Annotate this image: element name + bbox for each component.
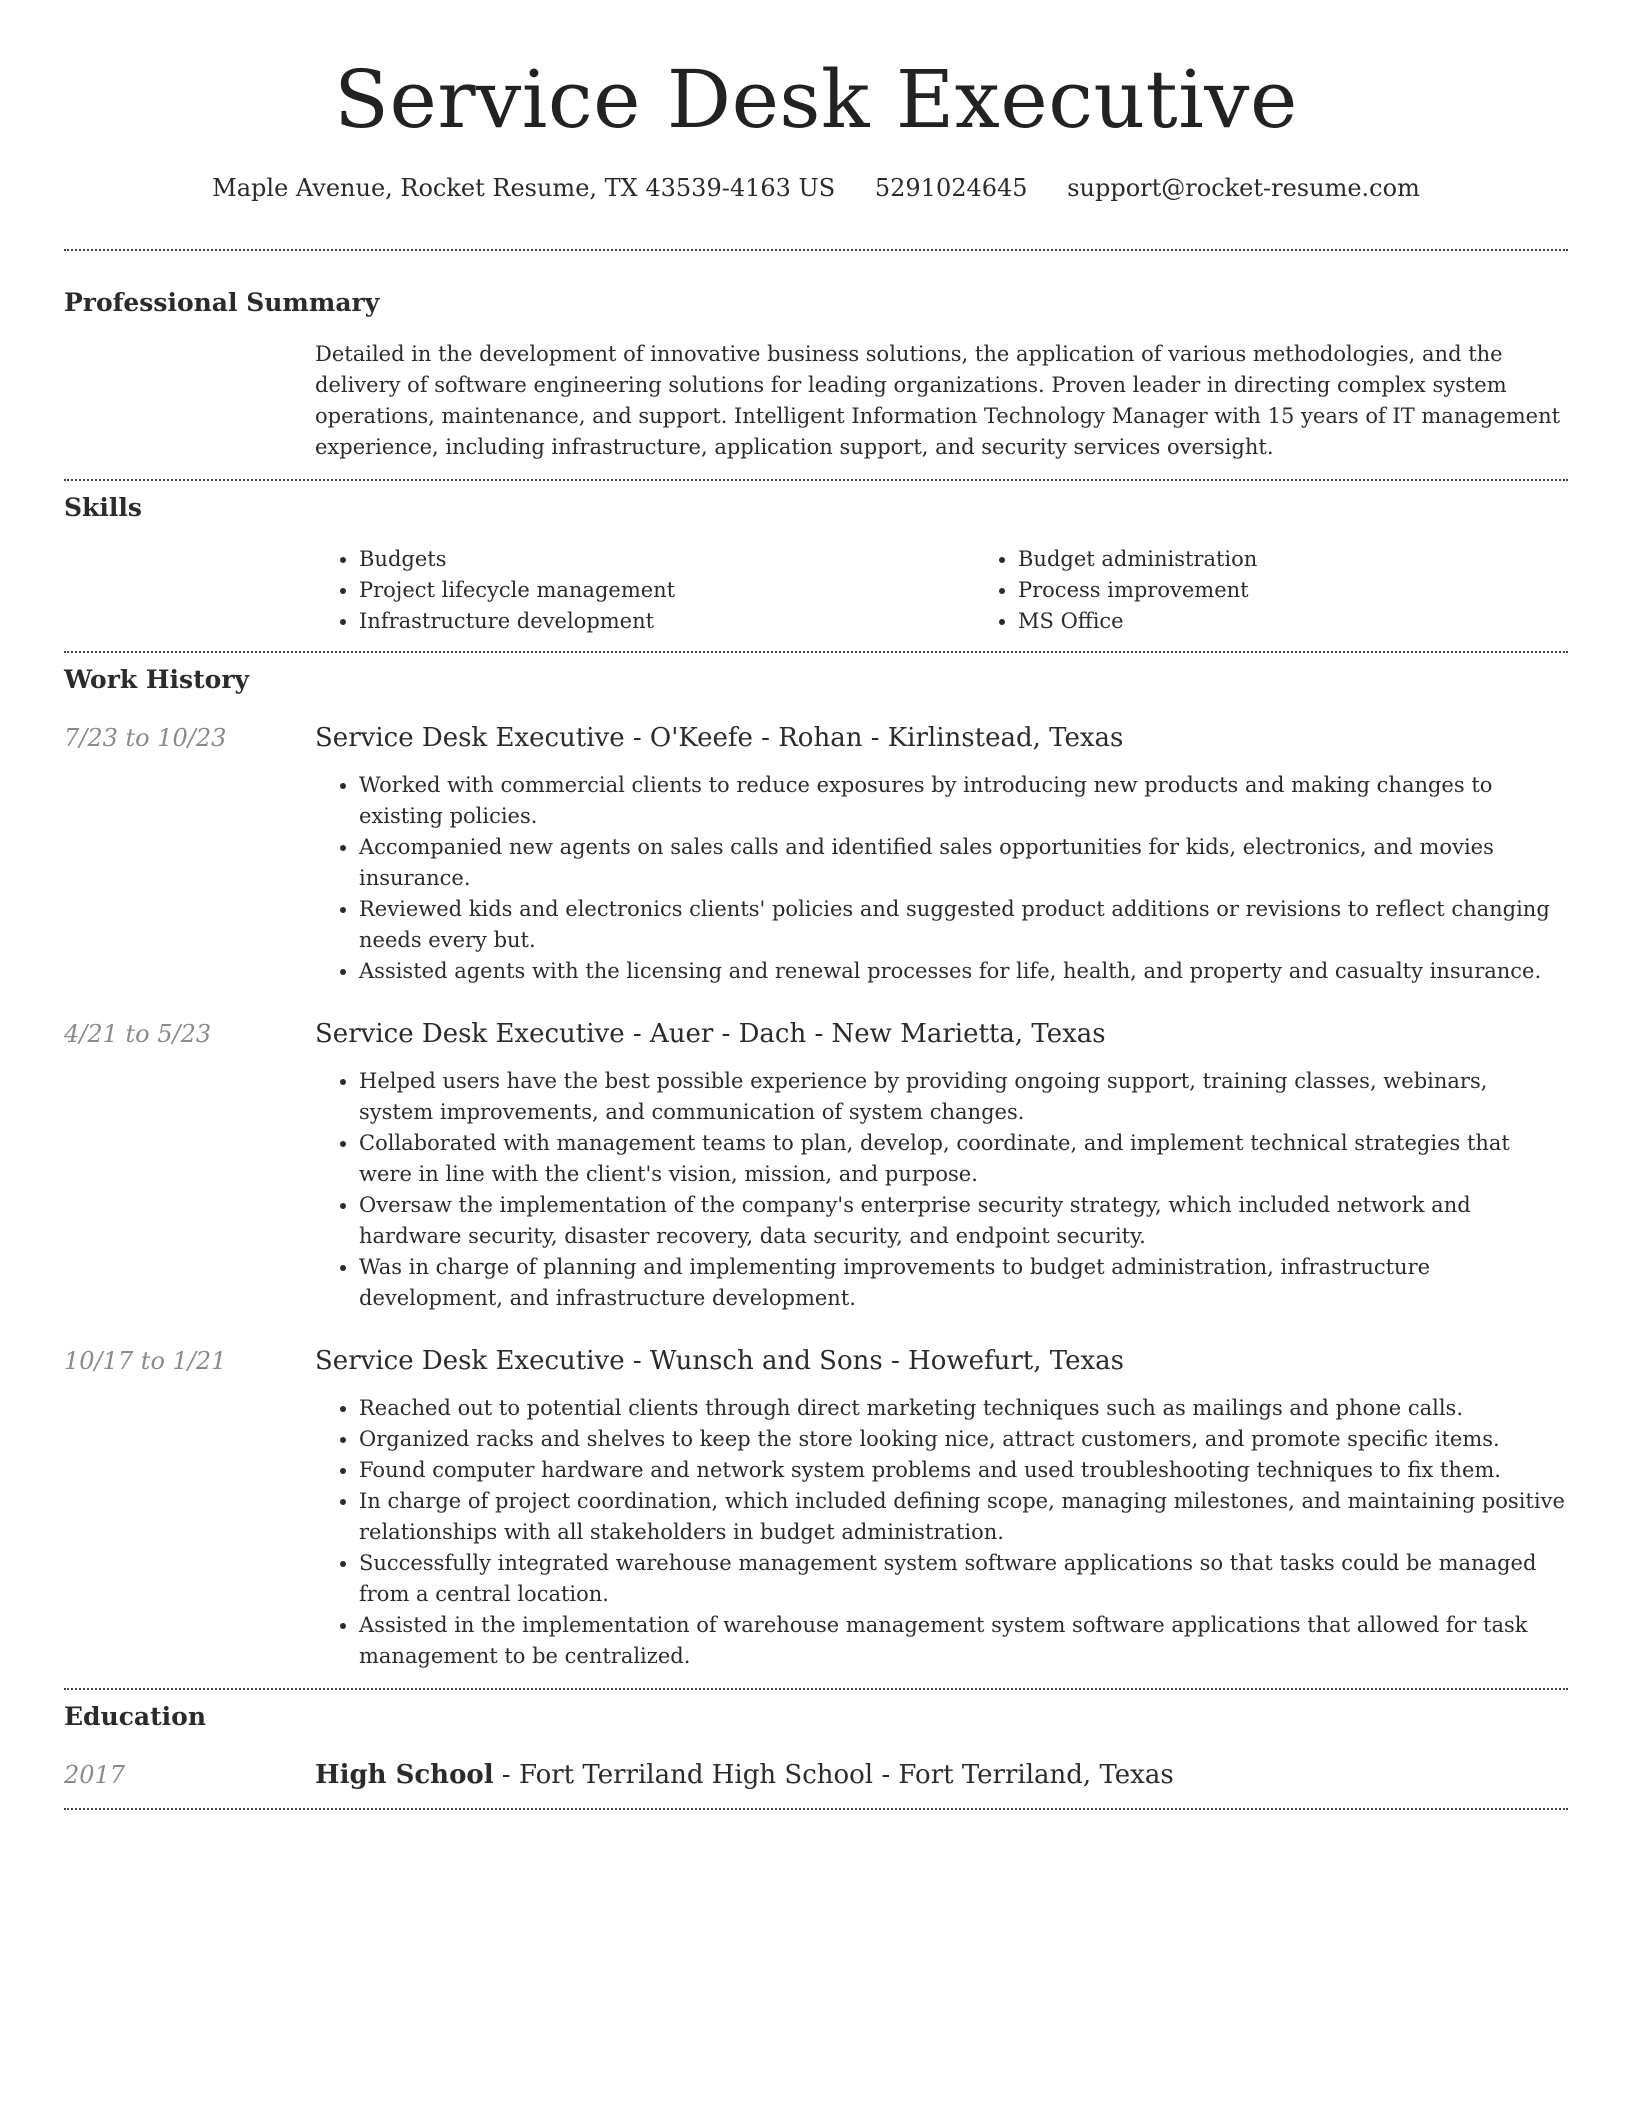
- education-title: Education: [64, 1702, 207, 1731]
- skill-item: • MS Office: [1018, 606, 1632, 637]
- education-school: - Fort Terriland High School - Fort Terriland, Texas: [493, 1760, 1174, 1790]
- contact-address: Maple Avenue, Rocket Resume, TX 43539-4163 US: [212, 174, 836, 202]
- work-title: Work History: [64, 665, 250, 694]
- education-year: 2017: [64, 1761, 126, 1789]
- job-bullet: • Assisted in the implementation of warehouse management system software applications that allowed for task management to be centralized.: [359, 1610, 1568, 1672]
- job-bullet: • Was in charge of planning and implementing improvements to budget administration, infrastructure development, and infrastructure development.: [359, 1252, 1568, 1314]
- work-section: [64, 653, 1568, 1688]
- divider: [64, 1808, 1568, 1810]
- job-bullet: • Oversaw the implementation of the company's enterprise security strategy, which included network and hardware security, disaster recovery, data security, and endpoint security.: [359, 1190, 1568, 1252]
- job-entry: [64, 1344, 1568, 1672]
- job-bullet: • In charge of project coordination, which included defining scope, managing milestones, and maintaining positive relationships with all stakeholders in budget administration.: [359, 1486, 1568, 1548]
- job-entry: [64, 1017, 1568, 1314]
- job-bullet: • Worked with commercial clients to reduce exposures by introducing new products and making changes to existing policies.: [359, 770, 1568, 832]
- skill-item: • Infrastructure development: [359, 606, 974, 637]
- job-bullet: • Successfully integrated warehouse management system software applications so that tasks could be managed from a central location.: [359, 1548, 1568, 1610]
- job-bullet: • Accompanied new agents on sales calls and identified sales opportunities for kids, electronics, and movies insurance.: [359, 832, 1568, 894]
- job-entry: [64, 721, 1568, 987]
- skill-item: • Project lifecycle management: [359, 575, 974, 606]
- contact-phone: 5291024645: [874, 174, 1028, 202]
- summary-section: [64, 251, 1568, 479]
- job-dates: 4/21 to 5/23: [64, 1020, 212, 1048]
- skill-item: • Budgets: [359, 544, 974, 575]
- skills-section: [64, 481, 1568, 651]
- job-bullet: • Reviewed kids and electronics clients' policies and suggested product additions or revisions to reflect changing needs every but.: [359, 894, 1568, 956]
- summary-title: Professional Summary: [64, 288, 380, 317]
- skills-title: Skills: [64, 493, 142, 522]
- education-degree: High School: [315, 1760, 494, 1790]
- skills-list-right: [974, 544, 1632, 637]
- job-bullets: [315, 1066, 1568, 1314]
- contact-line: [64, 172, 1568, 204]
- contact-email: support@rocket-resume.com: [1067, 174, 1420, 202]
- candidate-name: Service Desk Executive: [334, 53, 1298, 146]
- job-bullets: [315, 1393, 1568, 1672]
- education-section: [64, 1690, 1568, 1808]
- job-bullet: • Found computer hardware and network system problems and used troubleshooting techniques to fix them.: [359, 1455, 1568, 1486]
- job-bullet: • Collaborated with management teams to plan, develop, coordinate, and implement technical strategies that were in line with the client's vision, mission, and purpose.: [359, 1128, 1568, 1190]
- job-heading: Service Desk Executive - O'Keefe - Rohan - Kirlinstead, Texas: [315, 723, 1124, 753]
- job-bullet: • Organized racks and shelves to keep the store looking nice, attract customers, and promote specific items.: [359, 1424, 1568, 1455]
- summary-text: Detailed in the development of innovative business solutions, the application of various methodologies, and the delivery of software engineering solutions for leading organizations. Proven leader in directing complex system operations, maintenance, and support. Intelligent Information Technology Manager with 15 years of IT management experience, including infrastructure, application support, and security services oversight.: [315, 342, 1561, 459]
- job-bullet: • Assisted agents with the licensing and renewal processes for life, health, and property and casualty insurance.: [359, 956, 1568, 987]
- job-bullet: • Helped users have the best possible experience by providing ongoing support, training classes, webinars, system improvements, and communication of system changes.: [359, 1066, 1568, 1128]
- job-heading: Service Desk Executive - Wunsch and Sons - Howefurt, Texas: [315, 1346, 1124, 1376]
- skill-item: • Budget administration: [1018, 544, 1632, 575]
- job-dates: 7/23 to 10/23: [64, 724, 227, 752]
- job-bullets: [315, 770, 1568, 987]
- job-dates: 10/17 to 1/21: [64, 1347, 227, 1375]
- skills-list-left: [315, 544, 974, 637]
- job-heading: Service Desk Executive - Auer - Dach - New Marietta, Texas: [315, 1019, 1106, 1049]
- skill-item: • Process improvement: [1018, 575, 1632, 606]
- education-heading: [315, 1758, 1568, 1792]
- job-bullet: • Reached out to potential clients through direct marketing techniques such as mailings and phone calls.: [359, 1393, 1568, 1424]
